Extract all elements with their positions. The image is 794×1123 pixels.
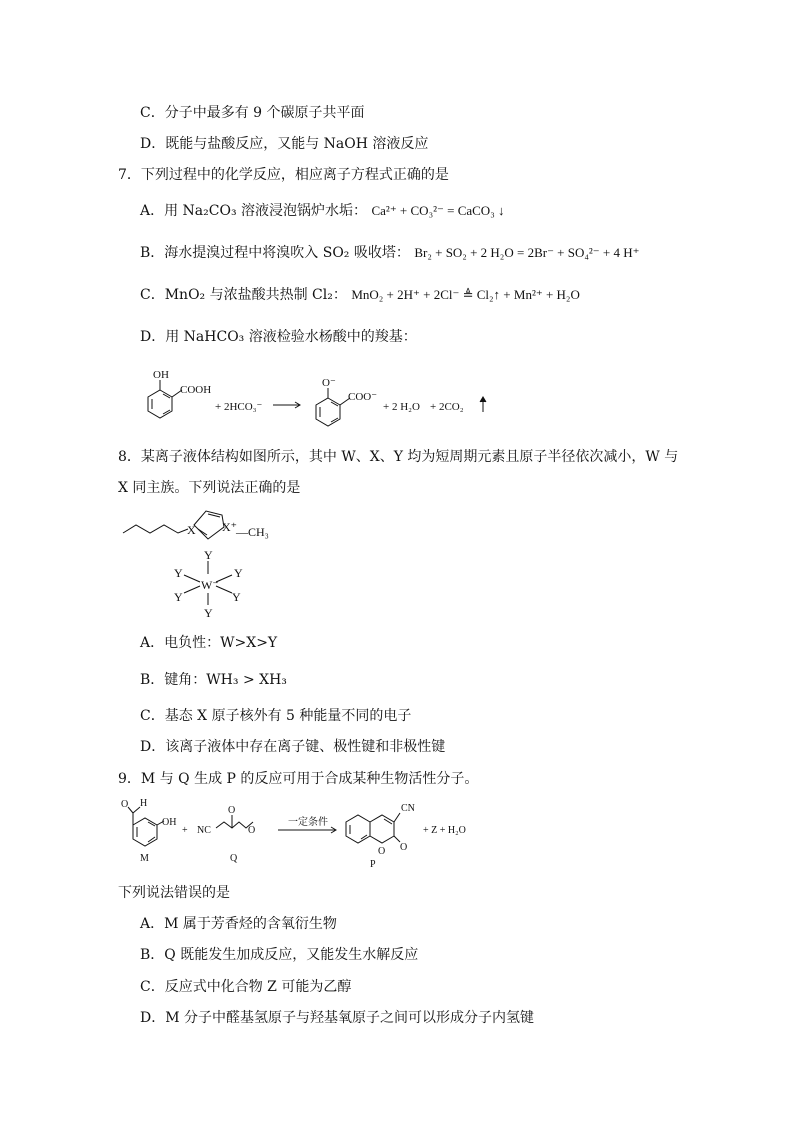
q9-option-c: C．反应式中化合物 Z 可能为乙醇	[140, 979, 352, 995]
q9-option-a: A．M 属于芳香烃的含氧衍生物	[140, 916, 337, 932]
y-atom-upper-left: Y	[174, 566, 183, 580]
y-atom-lower-left: Y	[174, 590, 183, 604]
bicarbonate-label: + 2HCO₃⁻	[215, 401, 263, 413]
q-ester-o: O	[248, 825, 256, 836]
m-aldehyde-o: O	[121, 799, 129, 810]
products-tail: + Z + H₂O	[423, 825, 466, 836]
q6-option-d: D．既能与盐酸反应，又能与 NaOH 溶液反应	[140, 136, 429, 152]
m-label: M	[140, 853, 149, 864]
q8-option-b: B．键角：WH₃ > XH₃	[140, 672, 287, 688]
co2-label: + 2CO₂	[430, 401, 464, 413]
pyranone-ring	[370, 815, 394, 843]
q7-option-a-text: A．用 Na₂CO₃ 溶液浸泡锅炉水垢：	[140, 203, 368, 219]
y-atom-top: Y	[204, 548, 213, 562]
methyl-label: —CH₃	[236, 525, 269, 539]
q7-stem: 7．下列过程中的化学反应，相应离子方程式正确的是	[118, 167, 449, 183]
q7-option-b	[140, 246, 640, 260]
butyl-chain	[123, 525, 188, 533]
q7-option-b-equation: Br₂ + SO₂ + 2 H₂O = 2Br⁻ + SO₄²⁻ + 4 H⁺	[414, 245, 640, 260]
m-aldehyde-h: H	[140, 798, 148, 809]
q9-stem: 9．M 与 Q 生成 P 的反应可用于合成某种生物活性分子。	[118, 771, 479, 787]
water-label: + 2 H₂O	[383, 401, 420, 413]
q7-reaction-scheme	[130, 360, 510, 430]
q-nitrile: NC	[197, 825, 211, 836]
y-atom-lower-right: Y	[232, 590, 241, 604]
imidazolium-ring	[194, 511, 224, 539]
q7-option-d: D．用 NaHCO₃ 溶液检验水杨酸中的羧基：	[140, 329, 417, 345]
q8-option-c: C．基态 X 原子核外有 5 种能量不同的电子	[140, 708, 412, 724]
q8-option-a: A．电负性：W>X>Y	[140, 635, 278, 651]
q7-option-b-text: B．海水提溴过程中将溴吹入 SO₂ 吸收塔：	[140, 245, 410, 261]
q6-option-c: C．分子中最多有 9 个碳原子共平面	[140, 105, 365, 121]
q9-option-d: D．M 分子中醛基氢原子与羟基氧原子之间可以形成分子内氢键	[140, 1010, 535, 1026]
p-carbonyl-o: O	[400, 842, 408, 853]
q8-ionic-liquid-structure	[118, 505, 288, 620]
m-hydroxyl: OH	[162, 817, 177, 828]
q9-reaction-scheme	[118, 795, 498, 873]
q7-option-a	[140, 204, 504, 218]
cooh-label: COOH	[180, 384, 212, 396]
y-atom-bottom: Y	[204, 606, 213, 620]
y-atom-upper-right: Y	[234, 566, 243, 580]
q-carbonyl-o: O	[228, 805, 236, 816]
p-ring-o: O	[378, 846, 386, 857]
carboxylate-label: COO⁻	[348, 391, 378, 403]
x-atom-label: X	[187, 523, 196, 537]
q7-option-c	[140, 288, 580, 302]
phenoxide-label: O⁻	[322, 377, 336, 389]
q9-lead: 下列说法错误的是	[118, 885, 230, 901]
x-plus-atom-label: X⁺	[222, 520, 237, 534]
q8-stem-line2: X 同主族。下列说法正确的是	[118, 480, 301, 496]
q9-option-b: B．Q 既能发生加成反应，又能发生水解反应	[140, 947, 419, 963]
q8-stem-line1: 8．某离子液体结构如图所示，其中 W、X、Y 均为短周期元素且原子半径依次减小，W 与	[118, 449, 679, 465]
q7-option-c-equation: MnO₂ + 2H⁺ + 2Cl⁻ ≜ Cl₂↑ + Mn²⁺ + H₂O	[351, 287, 580, 302]
q7-option-a-equation: Ca²⁺ + CO₃²⁻ = CaCO₃ ↓	[371, 203, 505, 218]
reaction-condition: 一定条件	[288, 817, 328, 828]
p-nitrile: CN	[401, 803, 415, 814]
p-label: P	[370, 859, 376, 870]
q8-option-d: D．该离子液体中存在离子键、极性键和非极性键	[140, 739, 446, 755]
oh-label: OH	[153, 369, 169, 381]
q7-option-c-text: C．MnO₂ 与浓盐酸共热制 Cl₂：	[140, 287, 347, 303]
q-label: Q	[230, 853, 238, 864]
plus-sign: +	[182, 825, 188, 836]
w-atom-label: W⁻	[201, 578, 219, 592]
